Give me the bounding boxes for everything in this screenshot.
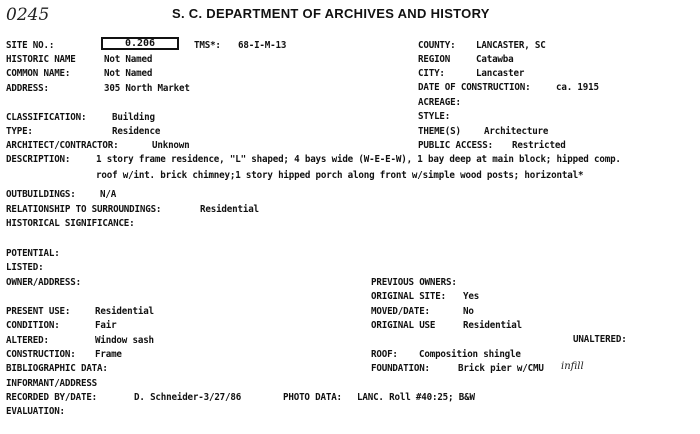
themes-value: Architecture <box>484 126 549 137</box>
construction-label: CONSTRUCTION: <box>6 349 76 360</box>
acreage-label: ACREAGE: <box>418 97 461 108</box>
common-name-value: Not Named <box>104 68 153 79</box>
site-no-box <box>101 37 179 50</box>
original-use-label: ORIGINAL USE <box>371 320 436 331</box>
bibliographic-data-label: BIBLIOGRAPHIC DATA: <box>6 363 108 374</box>
historical-significance-label: HISTORICAL SIGNIFICANCE: <box>6 218 135 229</box>
informant-address-label: INFORMANT/ADDRESS <box>6 378 98 389</box>
condition-value: Fair <box>95 320 117 331</box>
date-of-construction-value: ca. 1915 <box>556 82 599 93</box>
roof-label: ROOF: <box>371 349 398 360</box>
historic-name-label: HISTORIC NAME <box>6 54 76 65</box>
classification-value: Building <box>112 112 155 123</box>
altered-label: ALTERED: <box>6 335 49 346</box>
foundation-label: FOUNDATION: <box>371 363 430 374</box>
listed-label: LISTED: <box>6 262 44 273</box>
original-site-value: Yes <box>463 291 480 302</box>
county-label: COUNTY: <box>418 40 456 51</box>
description-line-2: roof w/int. brick chimney;1 story hipped porch along front w/simple wood posts; horizontal* <box>96 170 584 181</box>
type-label: TYPE: <box>6 126 33 137</box>
previous-owners-label: PREVIOUS OWNERS: <box>371 277 457 288</box>
outbuildings-value: N/A <box>100 189 117 200</box>
relationship-value: Residential <box>200 204 259 215</box>
unaltered-label: UNALTERED: <box>573 334 627 345</box>
outbuildings-label: OUTBUILDINGS: <box>6 189 76 200</box>
address-value: 305 North Market <box>104 83 190 94</box>
site-no-value: 0.206 <box>124 38 156 49</box>
photo-data-value: LANC. Roll #40:25; B&W <box>357 392 475 403</box>
relationship-label: RELATIONSHIP TO SURROUNDINGS: <box>6 204 162 215</box>
owner-address-label: OWNER/ADDRESS: <box>6 277 81 288</box>
handwritten-file-number: 0245 <box>6 5 50 25</box>
city-label: CITY: <box>418 68 445 79</box>
photo-data-label: PHOTO DATA: <box>283 392 342 403</box>
architect-label: ARCHITECT/CONTRACTOR: <box>6 140 119 151</box>
present-use-label: PRESENT USE: <box>6 306 71 317</box>
city-value: Lancaster <box>476 68 525 79</box>
original-use-value: Residential <box>463 320 522 331</box>
themes-label: THEME(S) <box>418 126 461 137</box>
original-site-label: ORIGINAL SITE: <box>371 291 446 302</box>
moved-date-value: No <box>463 306 474 317</box>
moved-date-label: MOVED/DATE: <box>371 306 430 317</box>
roof-value: Composition shingle <box>419 349 521 360</box>
architect-value: Unknown <box>152 140 190 151</box>
recorded-by-date-value: D. Schneider-3/27/86 <box>134 392 242 403</box>
region-value: Catawba <box>476 54 514 65</box>
public-access-value: Restricted <box>512 140 566 151</box>
present-use-value: Residential <box>95 306 154 317</box>
site-no-label: SITE NO.: <box>6 40 55 51</box>
altered-value: Window sash <box>95 335 154 346</box>
public-access-label: PUBLIC ACCESS: <box>418 140 493 151</box>
common-name-label: COMMON NAME: <box>6 68 71 79</box>
region-label: REGION <box>418 54 451 65</box>
address-label: ADDRESS: <box>6 83 49 94</box>
historic-name-value: Not Named <box>104 54 153 65</box>
evaluation-label: EVALUATION: <box>6 406 65 417</box>
date-of-construction-label: DATE OF CONSTRUCTION: <box>418 82 531 93</box>
county-value: LANCASTER, SC <box>476 40 546 51</box>
tms-value: 68-I-M-13 <box>238 40 287 51</box>
classification-label: CLASSIFICATION: <box>6 112 87 123</box>
potential-label: POTENTIAL: <box>6 248 60 259</box>
recorded-by-date-label: RECORDED BY/DATE: <box>6 392 98 403</box>
construction-value: Frame <box>95 349 122 360</box>
description-line-1: 1 story frame residence, "L" shaped; 4 bays wide (W-E-E-W), 1 bay deep at main block; hipped comp. <box>96 154 621 165</box>
tms-label: TMS*: <box>194 40 221 51</box>
style-label: STYLE: <box>418 111 451 122</box>
foundation-value: Brick pier w/CMU <box>458 363 544 374</box>
foundation-handwritten-note: infill <box>561 361 584 372</box>
condition-label: CONDITION: <box>6 320 60 331</box>
document-title: S. C. DEPARTMENT OF ARCHIVES AND HISTORY <box>172 6 490 21</box>
description-label: DESCRIPTION: <box>6 154 71 165</box>
type-value: Residence <box>112 126 161 137</box>
